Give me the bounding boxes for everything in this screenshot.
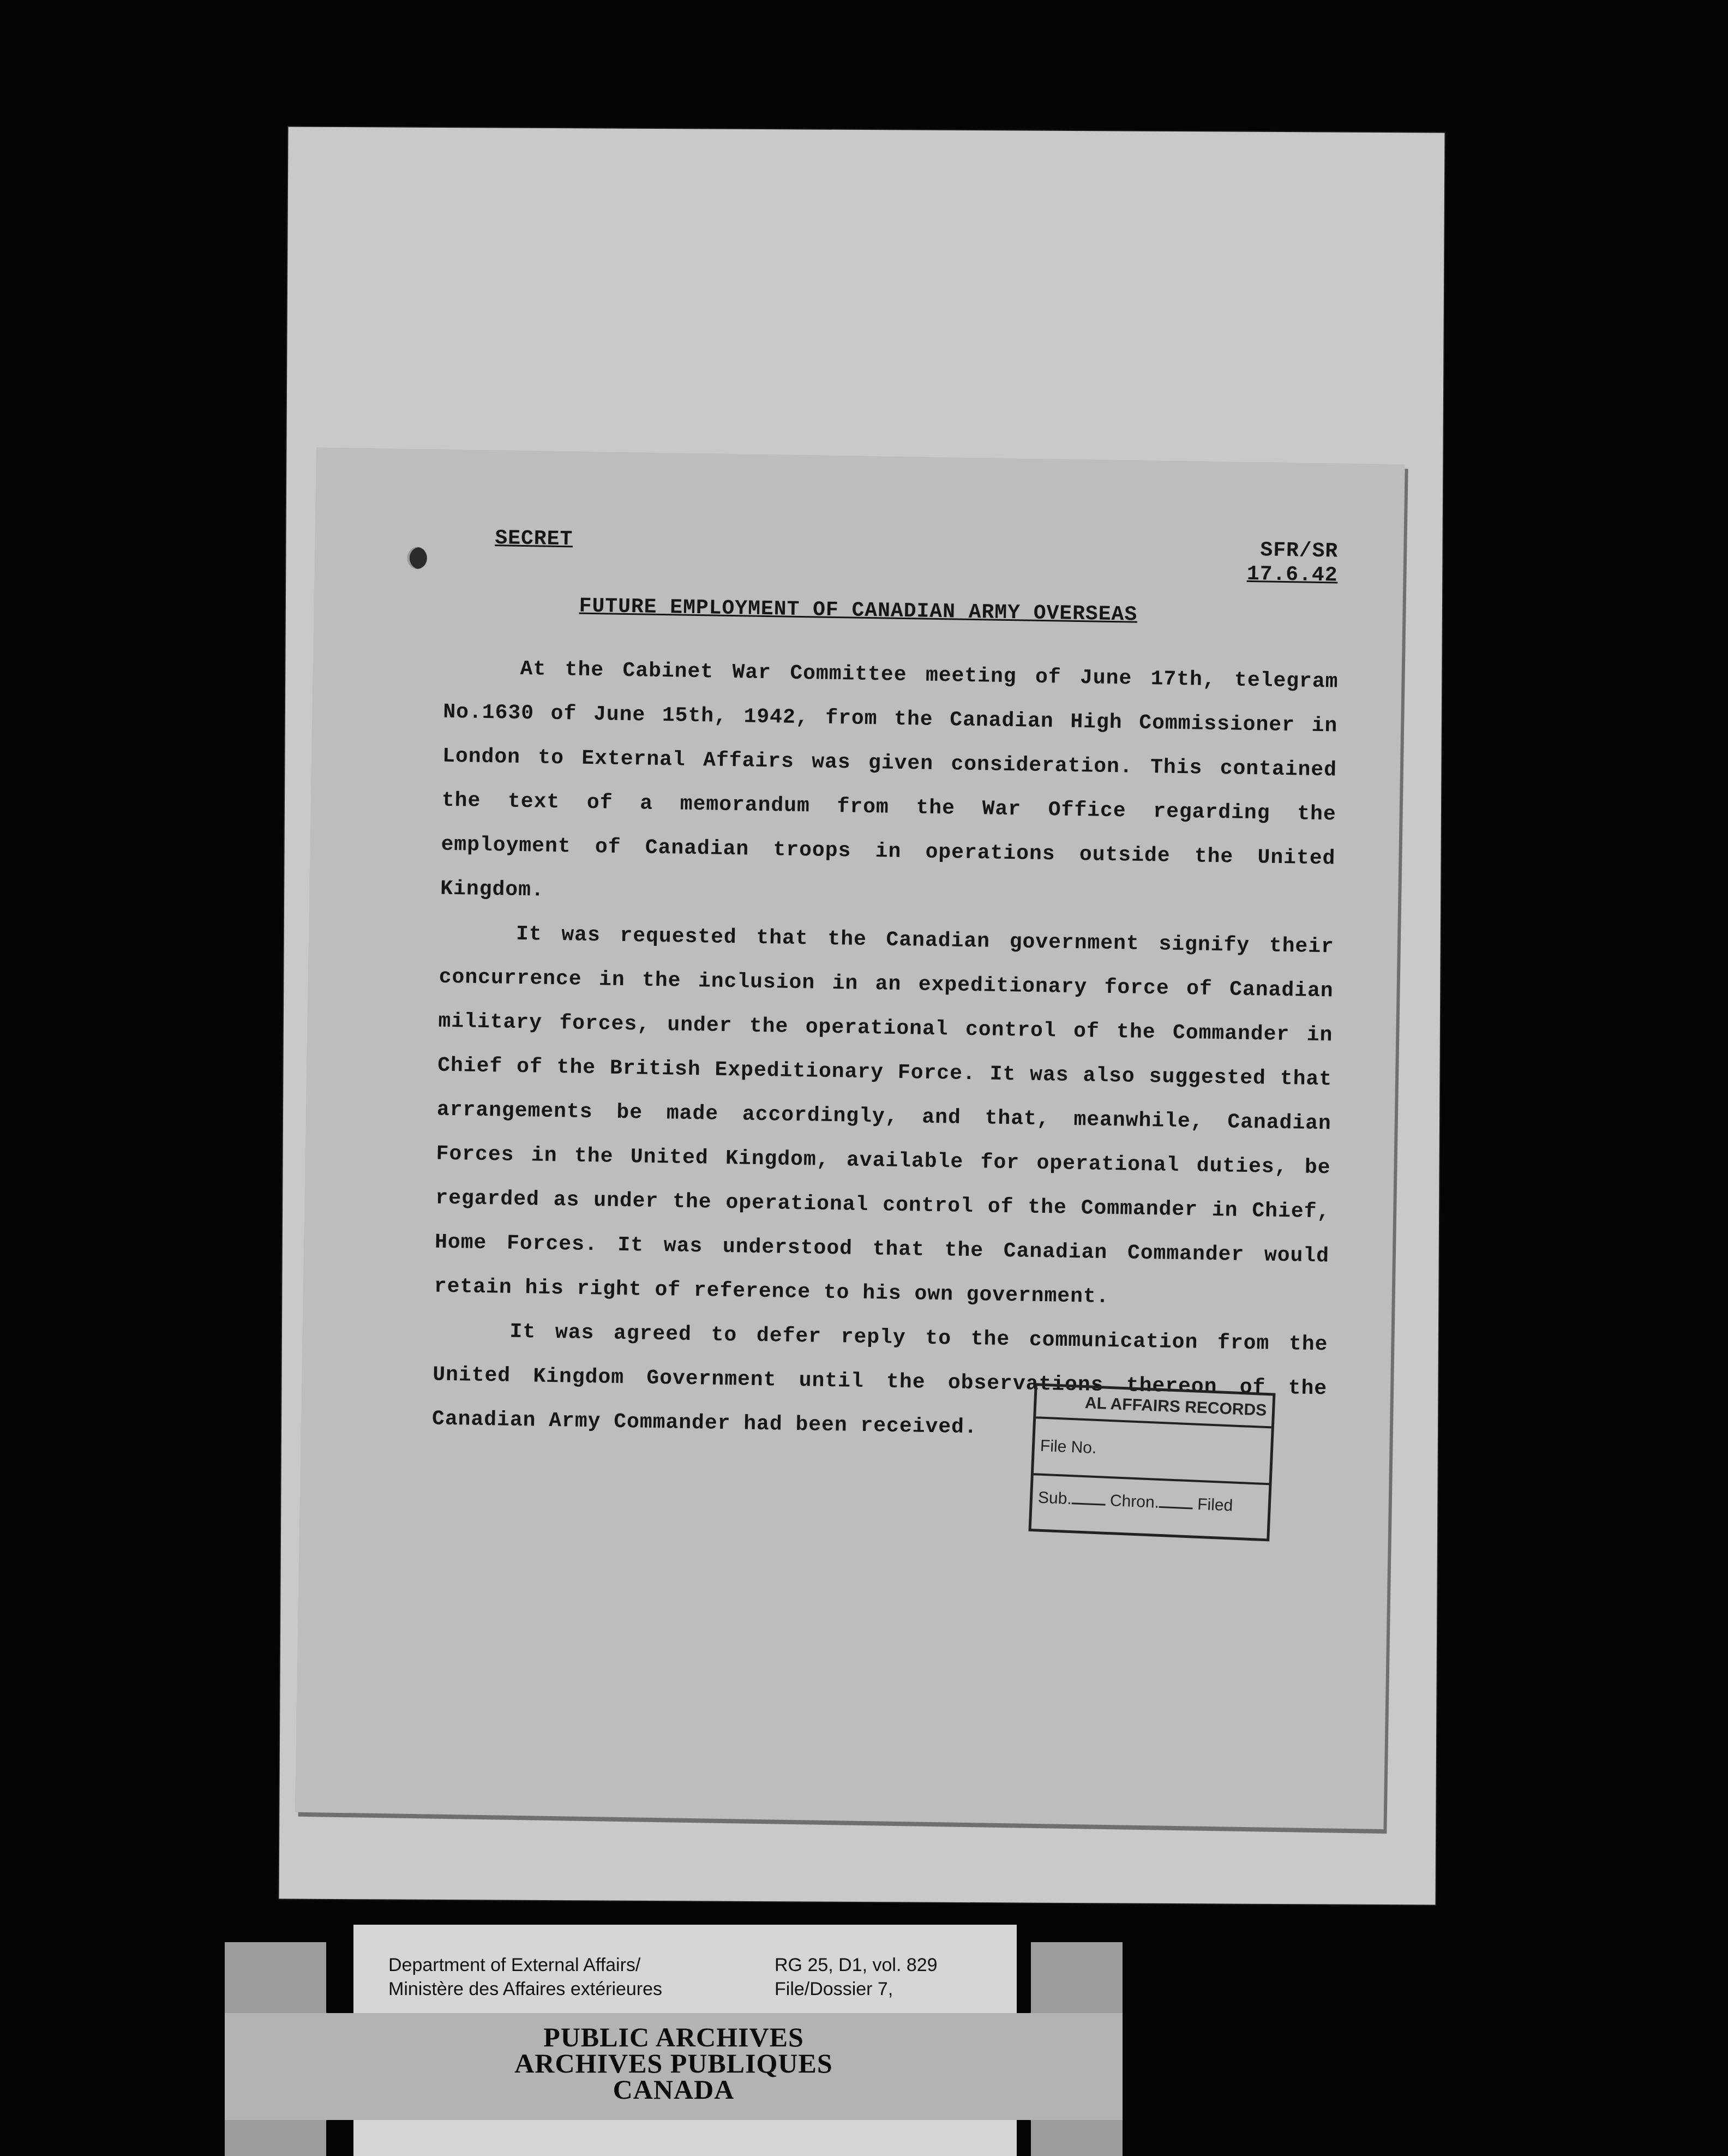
sub-blank	[1071, 1502, 1105, 1506]
record-group: RG 25, D1, vol. 829	[775, 1955, 938, 1975]
archives-en: PUBLIC ARCHIVES	[543, 2022, 804, 2052]
archives-band	[225, 2013, 1123, 2120]
reference-code: SFR/SR	[1260, 538, 1339, 564]
records-stamp	[1028, 1383, 1275, 1541]
reference-date: 17.6.42	[1246, 562, 1338, 588]
chron-blank	[1159, 1506, 1193, 1510]
memo-body	[431, 646, 1339, 1456]
paragraph-2: It was requested that the Canadian government signify their concurrence in the inclusion in an expeditionary force of Canadian military forces, under the operational control of the Commander in Chief of the British Expeditionary Force. It was also suggested that arrangements be made accordingly, and that, meanwhile, Canadian Forces in the United Kingdom, available for operational duties, be regarded as under the operational control of the Commander in Chief, Home Forces. It was understood that the Canadian Commander would retain his right of reference to his own government.	[434, 922, 1335, 1309]
stamp-header: AL AFFAIRS RECORDS	[1036, 1386, 1273, 1428]
file-dossier: File/Dossier 7,	[775, 1979, 893, 1999]
memo-page	[295, 447, 1405, 1829]
archives-fr: ARCHIVES PUBLIQUES	[514, 2048, 833, 2079]
paragraph-3: It was agreed to defer reply to the communication from the United Kingdom Government until the observations thereon of the Canadian Army Commander had been received.	[431, 1320, 1328, 1440]
punch-hole	[407, 547, 428, 570]
file-no-label: File No.	[1040, 1436, 1097, 1457]
paragraph-1: At the Cabinet War Committee meeting of June 17th, telegram No.1630 of June 15th, 1942, from the Canadian High Commissioner in London to External Affairs was given consideration. This contained the text of a memorandum from the War Office regarding the employment of Canadian troops in operations outside the United Kingdom.	[440, 657, 1339, 902]
department-en: Department of External Affairs/	[388, 1955, 641, 1975]
chron-label: Chron.	[1109, 1492, 1160, 1512]
classification-marking: SECRET	[495, 526, 573, 552]
stamp-bottom-row	[1032, 1478, 1269, 1526]
department-fr: Ministère des Affaires extérieures	[388, 1979, 663, 1999]
reference-block	[1247, 538, 1339, 588]
filed-label: Filed	[1197, 1495, 1233, 1515]
stamp-file-no	[1034, 1418, 1271, 1485]
memo-title: FUTURE EMPLOYMENT OF CANADIAN ARMY OVERSEAS	[579, 594, 1138, 627]
sub-label: Sub.	[1037, 1488, 1072, 1508]
archives-country: CANADA	[613, 2074, 735, 2105]
archives-heading	[225, 2024, 1123, 2103]
